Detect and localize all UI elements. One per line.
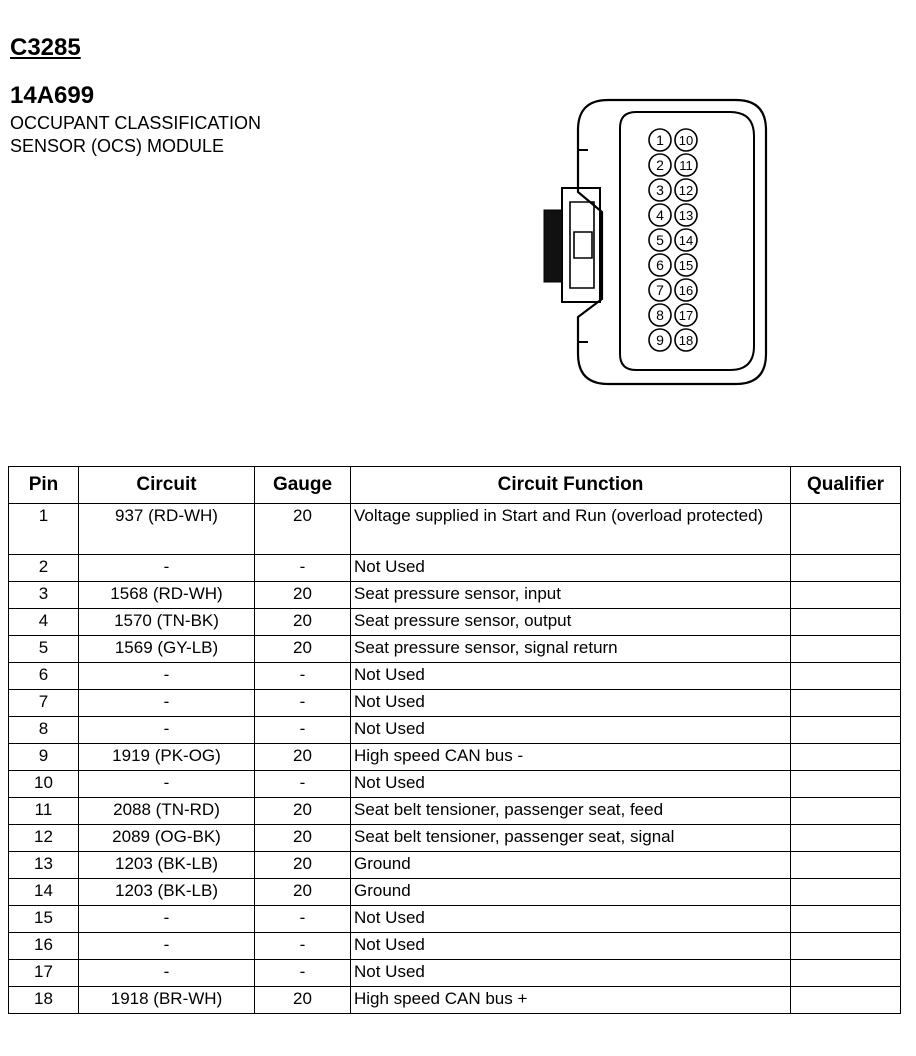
pin-number-label: 15 xyxy=(678,258,694,273)
qualifier-cell xyxy=(791,933,901,960)
qualifier-cell xyxy=(791,690,901,717)
pin-number-label: 10 xyxy=(678,133,694,148)
column-header-qualifier: Qualifier xyxy=(791,467,901,504)
circuit-cell: - xyxy=(79,933,255,960)
circuit-function-cell: High speed CAN bus - xyxy=(351,744,791,771)
gauge-cell: - xyxy=(255,663,351,690)
qualifier-cell xyxy=(791,987,901,1014)
table-row xyxy=(9,582,901,609)
gauge-cell: 20 xyxy=(255,744,351,771)
pin-cell: 15 xyxy=(9,906,79,933)
connector-shell xyxy=(578,100,766,384)
connector-face-diagram xyxy=(536,92,776,392)
qualifier-cell xyxy=(791,663,901,690)
table-row xyxy=(9,555,901,582)
table-row xyxy=(9,690,901,717)
qualifier-cell xyxy=(791,636,901,663)
circuit-function-cell: Seat pressure sensor, input xyxy=(351,582,791,609)
circuit-cell: 1919 (PK-OG) xyxy=(79,744,255,771)
pin-cell: 18 xyxy=(9,987,79,1014)
description-line-1: OCCUPANT CLASSIFICATION xyxy=(10,113,262,133)
table-row xyxy=(9,636,901,663)
pin-cell: 5 xyxy=(9,636,79,663)
pin-number-label: 2 xyxy=(656,157,664,173)
circuit-function-cell: Seat pressure sensor, output xyxy=(351,609,791,636)
pin-number-label: 17 xyxy=(678,308,694,323)
pin-cell: 17 xyxy=(9,960,79,987)
column-header-circuit-function: Circuit Function xyxy=(351,467,791,504)
gauge-cell: 20 xyxy=(255,609,351,636)
circuit-cell: 1203 (BK-LB) xyxy=(79,852,255,879)
gauge-cell: - xyxy=(255,771,351,798)
pin-number-label: 5 xyxy=(656,232,664,248)
pin-cell: 9 xyxy=(9,744,79,771)
gauge-cell: 20 xyxy=(255,825,351,852)
description-line-2: SENSOR (OCS) MODULE xyxy=(10,136,225,156)
table-row xyxy=(9,987,901,1014)
circuit-function-cell: Voltage supplied in Start and Run (overload protected) xyxy=(351,504,791,555)
pin-cell: 8 xyxy=(9,717,79,744)
pin-number-label: 3 xyxy=(656,182,664,198)
circuit-function-cell: Seat belt tensioner, passenger seat, feed xyxy=(351,798,791,825)
gauge-cell: 20 xyxy=(255,636,351,663)
pin-number-label: 14 xyxy=(678,233,694,248)
table-row xyxy=(9,744,901,771)
gauge-cell: 20 xyxy=(255,798,351,825)
circuit-cell: 2088 (TN-RD) xyxy=(79,798,255,825)
gauge-cell: 20 xyxy=(255,987,351,1014)
qualifier-cell xyxy=(791,555,901,582)
gauge-cell: - xyxy=(255,960,351,987)
pin-number-label: 1 xyxy=(656,132,664,148)
pin-number-label: 18 xyxy=(678,333,694,348)
pin-cell: 13 xyxy=(9,852,79,879)
circuit-function-cell: Not Used xyxy=(351,906,791,933)
gauge-cell: - xyxy=(255,555,351,582)
circuit-function-cell: Not Used xyxy=(351,717,791,744)
circuit-function-cell: Ground xyxy=(351,879,791,906)
qualifier-cell xyxy=(791,906,901,933)
gauge-cell: 20 xyxy=(255,582,351,609)
qualifier-cell xyxy=(791,852,901,879)
circuit-cell: 1570 (TN-BK) xyxy=(79,609,255,636)
gauge-cell: - xyxy=(255,933,351,960)
pin-cell: 2 xyxy=(9,555,79,582)
circuit-cell: 2089 (OG-BK) xyxy=(79,825,255,852)
circuit-cell: - xyxy=(79,663,255,690)
pin-number-label: 8 xyxy=(656,307,664,323)
table-row xyxy=(9,879,901,906)
circuit-function-cell: High speed CAN bus + xyxy=(351,987,791,1014)
table-row xyxy=(9,717,901,744)
gauge-cell: 20 xyxy=(255,504,351,555)
circuit-function-cell: Seat belt tensioner, passenger seat, signal xyxy=(351,825,791,852)
qualifier-cell xyxy=(791,717,901,744)
circuit-function-cell: Not Used xyxy=(351,933,791,960)
table-row xyxy=(9,504,901,555)
circuit-function-cell: Not Used xyxy=(351,690,791,717)
pin-cell: 4 xyxy=(9,609,79,636)
pin-number-label: 11 xyxy=(679,158,693,173)
qualifier-cell xyxy=(791,744,901,771)
gauge-cell: - xyxy=(255,906,351,933)
column-header-gauge: Gauge xyxy=(255,467,351,504)
pin-cell: 14 xyxy=(9,879,79,906)
pin-number-label: 9 xyxy=(656,332,664,348)
table-header-row xyxy=(9,467,901,504)
pin-cell: 6 xyxy=(9,663,79,690)
gauge-cell: 20 xyxy=(255,852,351,879)
circuit-function-cell: Seat pressure sensor, signal return xyxy=(351,636,791,663)
table-row xyxy=(9,798,901,825)
circuit-function-cell: Not Used xyxy=(351,555,791,582)
pin-number-label: 16 xyxy=(678,283,694,298)
latch-tab xyxy=(544,210,562,282)
pin-cell: 11 xyxy=(9,798,79,825)
column-header-pin: Pin xyxy=(9,467,79,504)
pinout-table xyxy=(8,466,901,1014)
circuit-cell: 1203 (BK-LB) xyxy=(79,879,255,906)
circuit-function-cell: Not Used xyxy=(351,771,791,798)
table-row xyxy=(9,852,901,879)
part-number: 14A699 xyxy=(10,82,95,109)
qualifier-cell xyxy=(791,504,901,555)
circuit-function-cell: Ground xyxy=(351,852,791,879)
pin-number-label: 12 xyxy=(678,183,694,198)
table-row xyxy=(9,960,901,987)
circuit-cell: 937 (RD-WH) xyxy=(79,504,255,555)
pin-cell: 10 xyxy=(9,771,79,798)
circuit-cell: 1918 (BR-WH) xyxy=(79,987,255,1014)
circuit-cell: - xyxy=(79,906,255,933)
circuit-function-cell: Not Used xyxy=(351,663,791,690)
qualifier-cell xyxy=(791,771,901,798)
qualifier-cell xyxy=(791,825,901,852)
circuit-cell: - xyxy=(79,717,255,744)
table-row xyxy=(9,771,901,798)
table-row xyxy=(9,609,901,636)
qualifier-cell xyxy=(791,879,901,906)
circuit-cell: - xyxy=(79,960,255,987)
pin-cell: 3 xyxy=(9,582,79,609)
circuit-cell: 1569 (GY-LB) xyxy=(79,636,255,663)
circuit-cell: - xyxy=(79,771,255,798)
module-description xyxy=(10,112,261,158)
pin-number-label: 6 xyxy=(656,257,664,273)
column-header-circuit: Circuit xyxy=(79,467,255,504)
table-row xyxy=(9,663,901,690)
table-row xyxy=(9,825,901,852)
circuit-function-cell: Not Used xyxy=(351,960,791,987)
pin-number-label: 7 xyxy=(656,282,664,298)
circuit-cell: 1568 (RD-WH) xyxy=(79,582,255,609)
qualifier-cell xyxy=(791,582,901,609)
table-row xyxy=(9,933,901,960)
gauge-cell: - xyxy=(255,717,351,744)
pin-number-label: 13 xyxy=(678,208,694,223)
pin-cell: 7 xyxy=(9,690,79,717)
qualifier-cell xyxy=(791,609,901,636)
pin-cell: 12 xyxy=(9,825,79,852)
connector-id: C3285 xyxy=(10,34,81,61)
circuit-cell: - xyxy=(79,690,255,717)
gauge-cell: 20 xyxy=(255,879,351,906)
qualifier-cell xyxy=(791,960,901,987)
pin-number-label: 4 xyxy=(656,207,664,223)
gauge-cell: - xyxy=(255,690,351,717)
circuit-cell: - xyxy=(79,555,255,582)
pin-cell: 16 xyxy=(9,933,79,960)
qualifier-cell xyxy=(791,798,901,825)
table-row xyxy=(9,906,901,933)
pin-cell: 1 xyxy=(9,504,79,555)
